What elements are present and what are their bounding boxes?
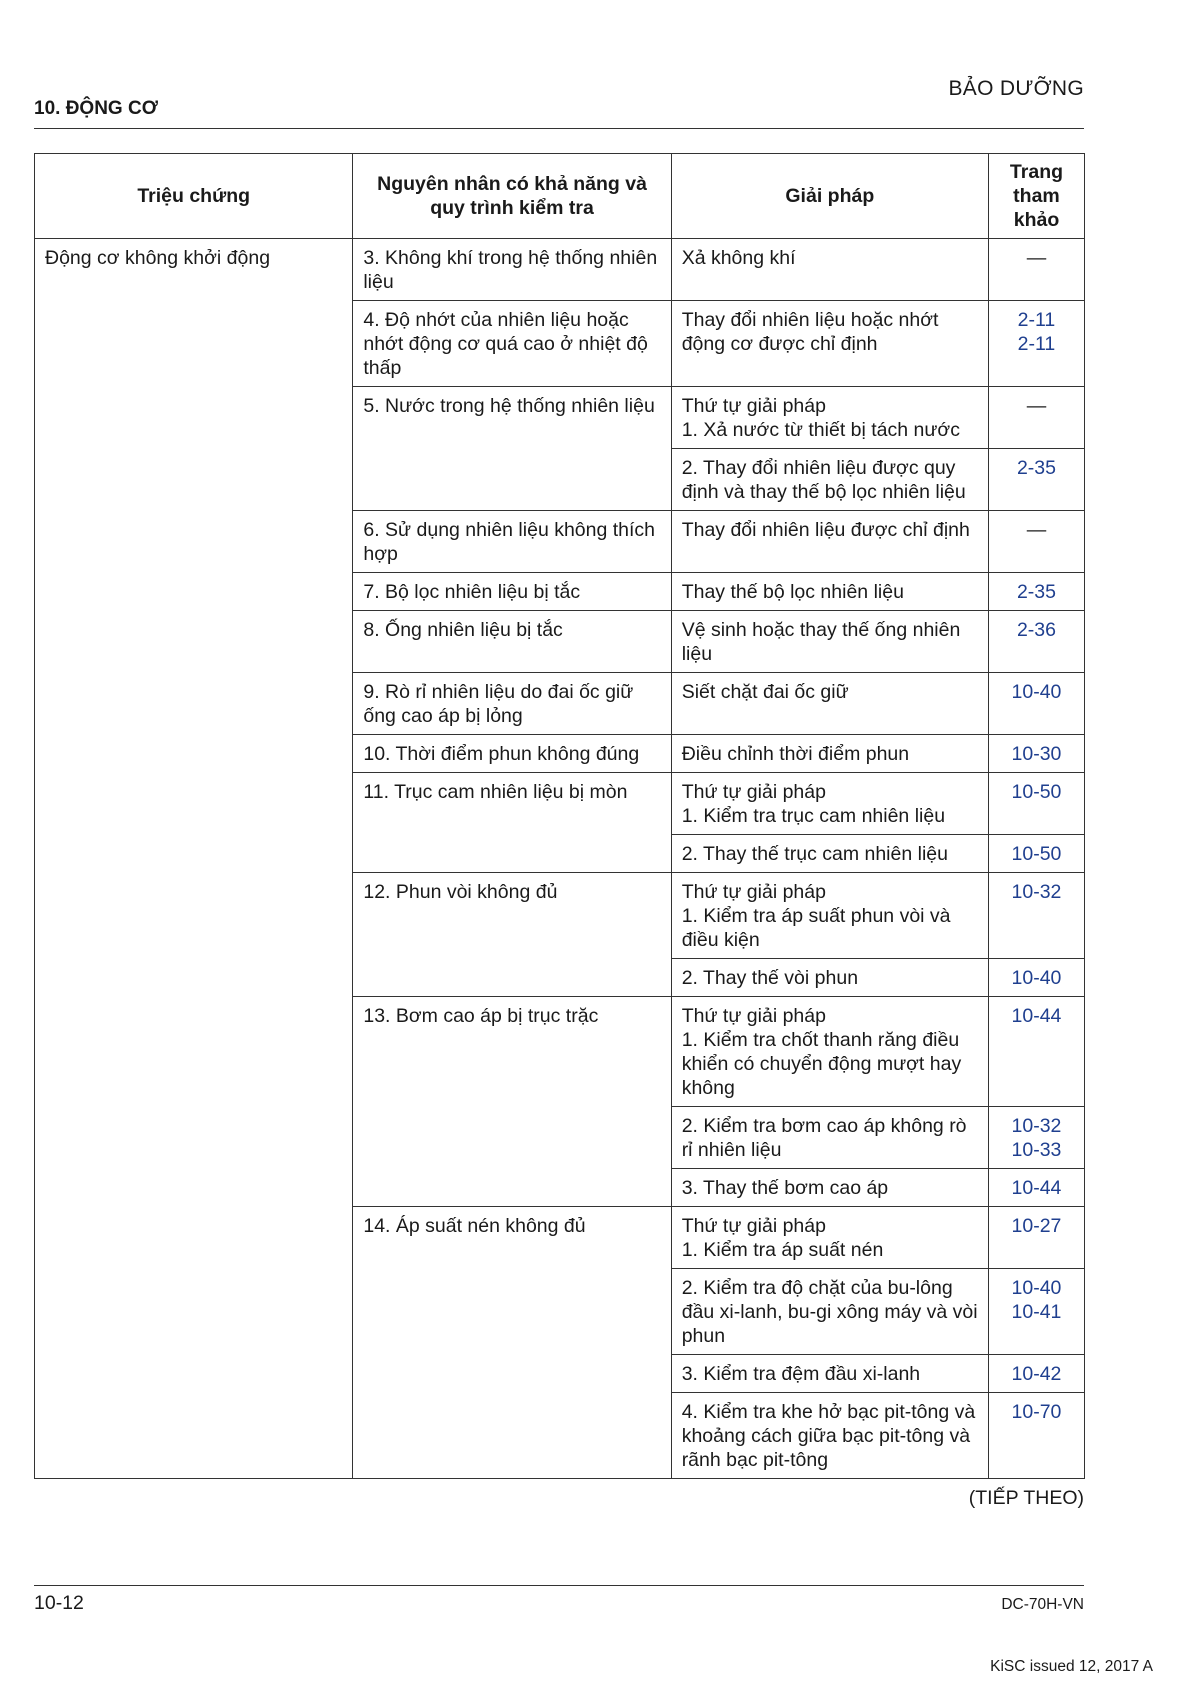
cause-cell: 7. Bộ lọc nhiên liệu bị tắc	[353, 573, 671, 611]
solution-cell: Xả không khí	[671, 239, 988, 301]
reference-cell	[988, 997, 1084, 1107]
reference-page: 10-27	[1011, 1215, 1062, 1237]
reference-cell	[988, 239, 1084, 301]
reference-page: 10-44	[1011, 1005, 1062, 1027]
continued-note: (TIẾP THEO)	[968, 1487, 1084, 1509]
reference-page: 2-11	[1017, 309, 1056, 331]
solution-cell: 3. Kiểm tra đệm đầu xi-lanh	[671, 1355, 988, 1393]
solution-cell: Thay đổi nhiên liệu hoặc nhớt động cơ được chỉ định	[671, 301, 988, 387]
cause-cell: 3. Không khí trong hệ thống nhiên liệu	[353, 239, 671, 301]
solution-cell: Thay đổi nhiên liệu được chỉ định	[671, 511, 988, 573]
reference-cell	[988, 1169, 1084, 1207]
reference-cell	[988, 1269, 1084, 1355]
solution-cell: 3. Thay thế bơm cao áp	[671, 1169, 988, 1207]
reference-cell	[988, 959, 1084, 997]
cause-cell: 9. Rò rỉ nhiên liệu do đai ốc giữ ống cao áp bị lỏng	[353, 673, 671, 735]
reference-page: 2-35	[1016, 457, 1056, 479]
cause-cell: 6. Sử dụng nhiên liệu không thích hợp	[353, 511, 671, 573]
solution-cell: Vệ sinh hoặc thay thế ống nhiên liệu	[671, 611, 988, 673]
reference-page: 10-40	[1011, 1277, 1062, 1299]
symptom-cell: Động cơ không khởi động	[35, 239, 353, 1479]
reference-cell	[988, 301, 1084, 387]
solution-cell: Điều chỉnh thời điểm phun	[671, 735, 988, 773]
reference-cell	[988, 611, 1084, 673]
table-body	[35, 239, 1085, 1479]
reference-cell	[988, 1393, 1084, 1479]
solution-cell: Thay thế bộ lọc nhiên liệu	[671, 573, 988, 611]
solution-cell: Thứ tự giải pháp 1. Kiểm tra áp suất nén	[671, 1207, 988, 1269]
page-number: 10-12	[34, 1592, 84, 1614]
reference-page: 10-30	[1011, 743, 1062, 765]
reference-cell	[988, 735, 1084, 773]
reference-cell	[988, 511, 1084, 573]
cause-cell: 11. Trục cam nhiên liệu bị mòn	[353, 773, 671, 873]
reference-cell	[988, 1207, 1084, 1269]
reference-cell	[988, 1107, 1084, 1169]
reference-cell	[988, 573, 1084, 611]
reference-cell	[988, 1355, 1084, 1393]
col-header-reference: Trang tham khảo	[988, 154, 1084, 239]
cause-cell: 4. Độ nhớt của nhiên liệu hoặc nhớt động cơ quá cao ở nhiệt độ thấp	[353, 301, 671, 387]
reference-cell	[988, 773, 1084, 835]
col-header-cause: Nguyên nhân có khả năng và quy trình kiểm tra	[353, 154, 671, 239]
reference-page: 10-33	[1011, 1139, 1062, 1161]
solution-cell: 2. Kiểm tra độ chặt của bu-lông đầu xi-lanh, bu-gi xông máy và vòi phun	[671, 1269, 988, 1355]
col-header-solution: Giải pháp	[671, 154, 988, 239]
reference-page: 10-44	[1011, 1177, 1062, 1199]
solution-cell: Thứ tự giải pháp 1. Xả nước từ thiết bị tách nước	[671, 387, 988, 449]
solution-cell: 4. Kiểm tra khe hở bạc pit-tông và khoảng cách giữa bạc pit-tông và rãnh bạc pit-tông	[671, 1393, 988, 1479]
reference-cell	[988, 835, 1084, 873]
document-code: DC-70H-VN	[1001, 1596, 1084, 1613]
reference-page: 10-50	[1011, 781, 1062, 803]
reference-cell	[988, 673, 1084, 735]
solution-cell: 2. Kiểm tra bơm cao áp không rò rỉ nhiên liệu	[671, 1107, 988, 1169]
section-title: BẢO DƯỠNG	[948, 77, 1084, 100]
troubleshooting-table	[34, 153, 1085, 1479]
reference-page: 10-40	[1011, 681, 1062, 703]
cause-cell: 10. Thời điểm phun không đúng	[353, 735, 671, 773]
reference-cell	[988, 387, 1084, 449]
col-header-symptom: Triệu chứng	[35, 154, 353, 239]
reference-cell	[988, 449, 1084, 511]
table-header-row	[35, 154, 1085, 239]
reference-page: 10-50	[1011, 843, 1062, 865]
reference-page: 10-41	[1011, 1301, 1062, 1323]
cause-cell: 12. Phun vòi không đủ	[353, 873, 671, 997]
reference-page: —	[1026, 519, 1047, 541]
reference-page: 2-11	[1017, 333, 1056, 355]
solution-cell: 2. Thay thế vòi phun	[671, 959, 988, 997]
solution-cell: Thứ tự giải pháp 1. Kiểm tra chốt thanh răng điều khiển có chuyển động mượt hay không	[671, 997, 988, 1107]
footer-divider	[34, 1585, 1084, 1586]
solution-cell: 2. Thay thế trục cam nhiên liệu	[671, 835, 988, 873]
chapter-title: 10. ĐỘNG CƠ	[34, 98, 158, 119]
cause-cell: 5. Nước trong hệ thống nhiên liệu	[353, 387, 671, 511]
reference-page: 2-36	[1016, 619, 1056, 641]
reference-page: 2-35	[1016, 581, 1056, 603]
cause-cell: 8. Ống nhiên liệu bị tắc	[353, 611, 671, 673]
table-row	[35, 239, 1085, 301]
header-divider	[34, 128, 1084, 129]
solution-cell: 2. Thay đổi nhiên liệu được quy định và thay thế bộ lọc nhiên liệu	[671, 449, 988, 511]
reference-page: 10-42	[1011, 1363, 1062, 1385]
solution-cell: Siết chặt đai ốc giữ	[671, 673, 988, 735]
reference-page: 10-32	[1011, 1115, 1062, 1137]
issue-note: KiSC issued 12, 2017 A	[990, 1658, 1153, 1675]
reference-page: 10-40	[1011, 967, 1062, 989]
cause-cell: 14. Áp suất nén không đủ	[353, 1207, 671, 1479]
reference-page: 10-32	[1011, 881, 1062, 903]
reference-page: —	[1026, 395, 1047, 417]
reference-page: —	[1026, 247, 1047, 269]
reference-cell	[988, 873, 1084, 959]
solution-cell: Thứ tự giải pháp 1. Kiểm tra áp suất phun vòi và điều kiện	[671, 873, 988, 959]
reference-page: 10-70	[1011, 1401, 1062, 1423]
solution-cell: Thứ tự giải pháp 1. Kiểm tra trục cam nhiên liệu	[671, 773, 988, 835]
cause-cell: 13. Bơm cao áp bị trục trặc	[353, 997, 671, 1207]
